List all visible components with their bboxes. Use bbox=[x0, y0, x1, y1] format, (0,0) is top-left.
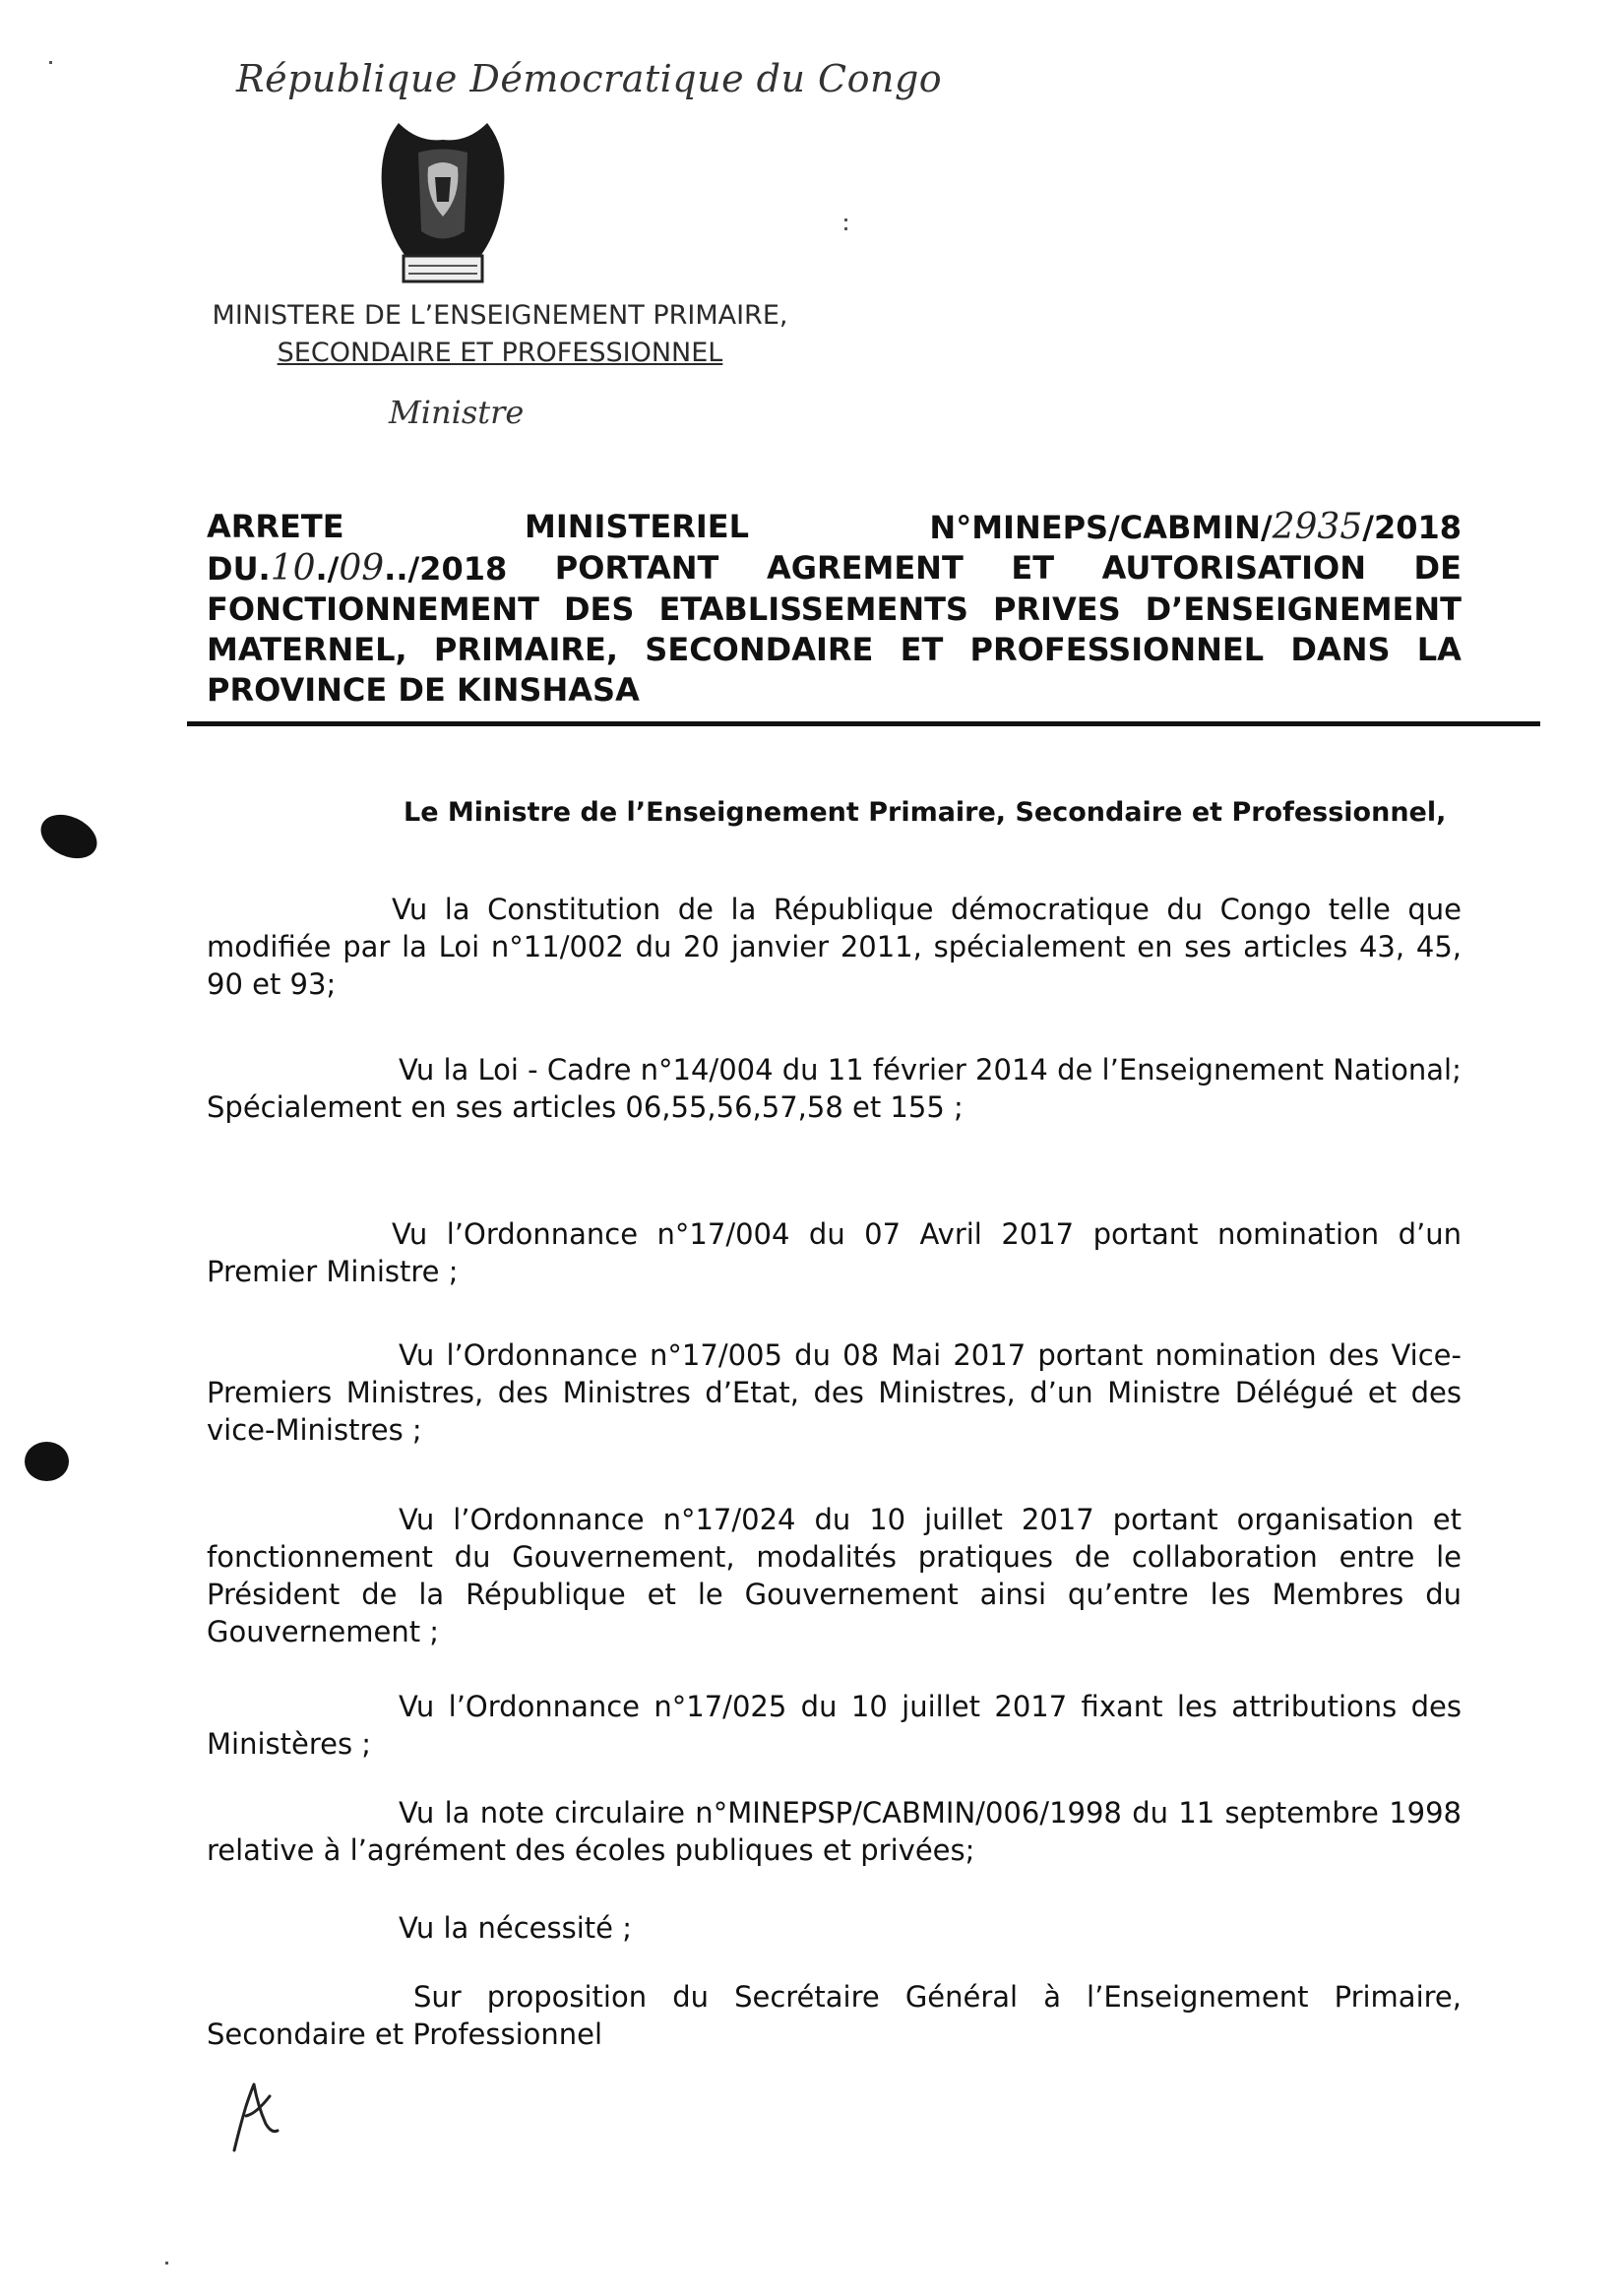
handwritten-month: 09 bbox=[339, 548, 385, 589]
initial-mark-icon bbox=[226, 2077, 285, 2155]
decree-date: DU.10./09../2018 bbox=[207, 548, 508, 589]
intro-line: Le Ministre de l’Enseignement Primaire, Secondaire et Professionnel, bbox=[404, 797, 1447, 828]
consideration-ordonnance-005 bbox=[207, 1336, 1462, 1449]
coat-of-arms-icon bbox=[374, 118, 512, 295]
ministry-line-2: SECONDAIRE ET PROFESSIONNEL bbox=[277, 338, 723, 368]
consideration-text: Vu la Constitution de la République démocratique du Congo telle que modifiée par la Loi n°11/002 du 20 janvier 2011, spécialement en ses articles 43, 45, 90 et 93; bbox=[207, 893, 1462, 1001]
decree-word: AUTORISATION bbox=[1101, 549, 1366, 587]
consideration-text: Vu l’Ordonnance n°17/024 du 10 juillet 2017 portant organisation et fonctionnement du Gouvernement, modalités pratiques de collaboration entre le Président de la République et le Gouvernement ainsi qu’entre les Membres du Gouvernement ; bbox=[207, 1503, 1462, 1648]
decree-number-prefix: N°MINEPS/CABMIN/ bbox=[929, 509, 1273, 546]
decree-word: DANS bbox=[1290, 631, 1391, 668]
consideration-text: Sur proposition du Secrétaire Général à l’Enseignement Primaire, Secondaire et Professionnel bbox=[207, 1980, 1462, 2051]
consideration-loi-cadre bbox=[207, 1051, 1462, 1126]
decree-word: D’ENSEIGNEMENT bbox=[1145, 590, 1462, 628]
decree-word: PRIVES bbox=[992, 590, 1121, 628]
consideration-necessite bbox=[207, 1909, 1462, 1947]
decree-word: MATERNEL, bbox=[207, 631, 407, 668]
decree-word: PROVINCE DE KINSHASA bbox=[207, 671, 640, 709]
punch-hole-top bbox=[33, 806, 103, 867]
consideration-note-circulaire bbox=[207, 1794, 1462, 1869]
speck-1 bbox=[844, 218, 847, 221]
handwritten-day: 10 bbox=[270, 548, 316, 589]
handwritten-initial bbox=[226, 2077, 285, 2159]
title-divider bbox=[187, 721, 1540, 726]
country-script-title: République Démocratique du Congo bbox=[236, 57, 943, 100]
handwritten-number: 2935 bbox=[1272, 507, 1363, 547]
decree-number-suffix: /2018 bbox=[1362, 509, 1462, 546]
decree-word: SECONDAIRE bbox=[645, 631, 874, 668]
speck-mark bbox=[49, 61, 52, 64]
ministry-heading bbox=[205, 297, 795, 372]
ministre-script: Ministre bbox=[389, 394, 525, 431]
decree-word: LA bbox=[1416, 631, 1462, 668]
decree-word: ARRETE bbox=[207, 508, 344, 545]
consideration-text: Vu la note circulaire n°MINEPSP/CABMIN/006/1998 du 11 septembre 1998 relative à l’agrément des écoles publiques et privées; bbox=[207, 1796, 1462, 1867]
small-dots bbox=[844, 218, 847, 230]
consideration-proposition bbox=[207, 1978, 1462, 2053]
decree-word: ET bbox=[1011, 549, 1055, 587]
punch-hole-bottom bbox=[25, 1442, 69, 1481]
decree-title bbox=[207, 507, 1462, 711]
decree-word: DE bbox=[1413, 549, 1462, 587]
decree-word: DES bbox=[563, 590, 635, 628]
decree-word: PROFESSIONNEL bbox=[969, 631, 1265, 668]
decree-word: PORTANT bbox=[554, 549, 719, 587]
decree-word: FONCTIONNEMENT bbox=[207, 590, 539, 628]
bottom-speck bbox=[165, 2262, 168, 2265]
consideration-text: Vu la nécessité ; bbox=[399, 1911, 632, 1945]
decree-line-2 bbox=[207, 548, 1462, 590]
decree-line-5 bbox=[207, 670, 1462, 711]
decree-word: ETABLISSEMENTS bbox=[658, 590, 968, 628]
consideration-text: Vu la Loi - Cadre n°14/004 du 11 février 2014 de l’Enseignement National; bbox=[399, 1053, 1462, 1086]
decree-number bbox=[929, 507, 1462, 548]
speck-mark bbox=[165, 2262, 168, 2265]
decree-word: PRIMAIRE, bbox=[433, 631, 619, 668]
coat-of-arms-emblem bbox=[374, 118, 512, 295]
decree-line-1 bbox=[207, 507, 1462, 548]
decree-line-3 bbox=[207, 590, 1462, 630]
stray-mark bbox=[49, 61, 52, 64]
consideration-text: Vu l’Ordonnance n°17/005 du 08 Mai 2017 portant nomination des Vice-Premiers Ministres, des Ministres d’Etat, des Ministres, d’un Ministre Délégué et des vice-Ministres ; bbox=[207, 1338, 1462, 1447]
consideration-ordonnance-004 bbox=[207, 1215, 1462, 1290]
consideration-text: Vu l’Ordonnance n°17/004 du 07 Avril 2017 portant nomination d’un Premier Ministre ; bbox=[207, 1217, 1462, 1288]
decree-word: AGREMENT bbox=[766, 549, 964, 587]
ministry-line-1: MINISTERE DE L’ENSEIGNEMENT PRIMAIRE, bbox=[212, 300, 788, 331]
consideration-ordonnance-024 bbox=[207, 1501, 1462, 1650]
consideration-text: Vu l’Ordonnance n°17/025 du 10 juillet 2017 fixant les attributions des Ministères ; bbox=[207, 1690, 1462, 1761]
consideration-constitution bbox=[207, 891, 1462, 1003]
consideration-ordonnance-025 bbox=[207, 1688, 1462, 1763]
speck-2 bbox=[844, 227, 847, 230]
decree-word: ET bbox=[900, 631, 944, 668]
consideration-text: Spécialement en ses articles 06,55,56,57,58 et 155 ; bbox=[207, 1090, 964, 1124]
date-year: /2018 bbox=[407, 550, 508, 588]
decree-line-4 bbox=[207, 630, 1462, 670]
date-prefix: DU. bbox=[207, 550, 271, 588]
decree-word: MINISTERIEL bbox=[525, 508, 749, 545]
